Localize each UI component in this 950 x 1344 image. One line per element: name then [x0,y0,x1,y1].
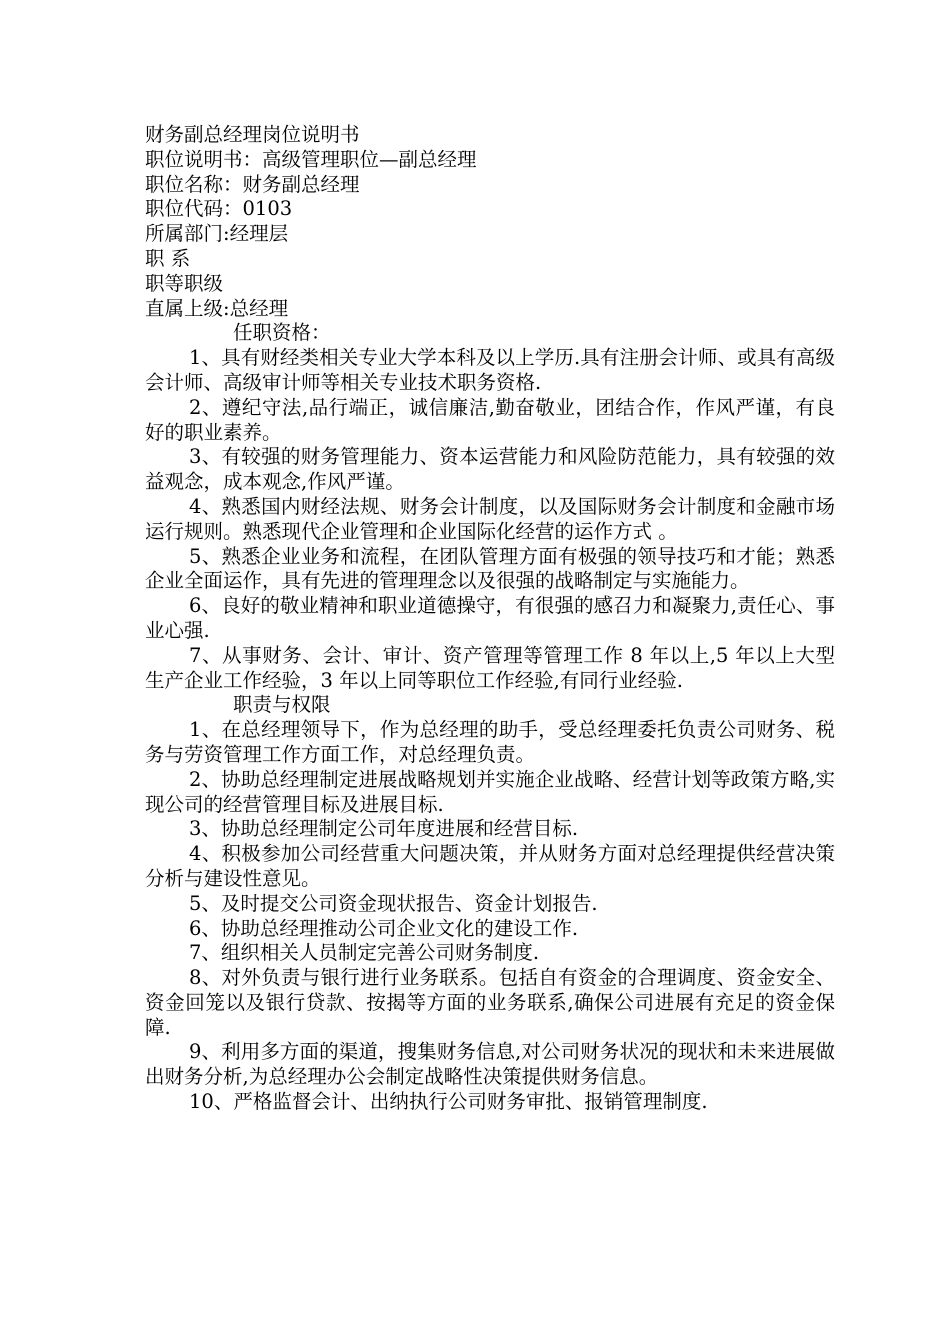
header-job-series: 职 系 [145,246,191,270]
header-position-spec: 职位说明书：高级管理职位—副总经理 [145,147,477,171]
document-title: 财务副总经理岗位说明书 [145,123,360,146]
qualification-item: 2、遵纪守法,品行端正，诚信廉洁,勤奋敬业，团结合作，作风严谨，有良好的职业素养。 [145,395,835,444]
duty-item: 2、协助总经理制定进展战略规划并实施企业战略、经营计划等政策方略,实现公司的经营管理目标及进展目标. [145,767,835,816]
duty-item: 1、在总经理领导下，作为总经理的助手，受总经理委托负责公司财务、税务与劳资管理工作方面工作，对总经理负责。 [145,718,835,766]
qualification-item: 7、从事财务、会计、审计、资产管理等管理工作 8 年以上,5 年以上大型生产企业工作经验，3 年以上同等职位工作经验,有同行业经验. [145,643,835,692]
duties-heading: 职责与权限 [233,693,331,717]
document-body [145,123,835,1115]
header-department: 所属部门:经理层 [145,222,289,246]
duty-item: 3、协助总经理制定公司年度进展和经营目标. [189,817,579,841]
duty-item: 8、对外负责与银行进行业务联系。包括自有资金的合理调度、资金安全、资金回笼以及银行贷款、按揭等方面的业务联系,确保公司进展有充足的资金保障. [145,966,835,1039]
duty-item: 4、积极参加公司经营重大问题决策，并从财务方面对总经理提供经营决策分析与建设性意见。 [145,842,835,890]
header-job-grade: 职等职级 [145,271,224,295]
qualification-item: 5、熟悉企业业务和流程，在团队管理方面有极强的领导技巧和才能；熟悉企业全面运作，具有先进的管理理念以及很强的战略制定与实施能力。 [145,544,835,593]
header-position-code: 职位代码：0103 [145,197,293,221]
duty-item: 10、严格监督会计、出纳执行公司财务审批、报销管理制度. [189,1090,708,1114]
qualification-item: 4、熟悉国内财经法规、财务会计制度，以及国际财务会计制度和金融市场运行规则。熟悉现代企业管理和企业国际化经营的运作方式 。 [145,494,835,543]
qualification-item: 1、具有财经类相关专业大学本科及以上学历.具有注册会计师、或具有高级会计师、高级审计师等相关专业技术职务资格. [145,346,835,394]
duty-item: 7、组织相关人员制定完善公司财务制度. [189,941,540,965]
header-direct-superior: 直属上级:总经理 [145,296,289,320]
qualification-item: 6、良好的敬业精神和职业道德操守，有很强的感召力和凝聚力,责任心、事业心强. [145,594,835,642]
qualification-item: 3、有较强的财务管理能力、资本运营能力和风险防范能力，具有较强的效益观念，成本观念,作风严谨。 [145,445,835,494]
duty-item: 9、利用多方面的渠道，搜集财务信息,对公司财务状况的现状和未来进展做出财务分析,为总经理办公会制定战略性决策提供财务信息。 [145,1040,835,1089]
header-position-name: 职位名称：财务副总经理 [145,172,360,196]
duty-item: 5、及时提交公司资金现状报告、资金计划报告. [189,891,598,915]
duty-item: 6、协助总经理推动公司企业文化的建设工作. [189,916,579,940]
qualifications-heading: 任职资格： [233,321,331,345]
